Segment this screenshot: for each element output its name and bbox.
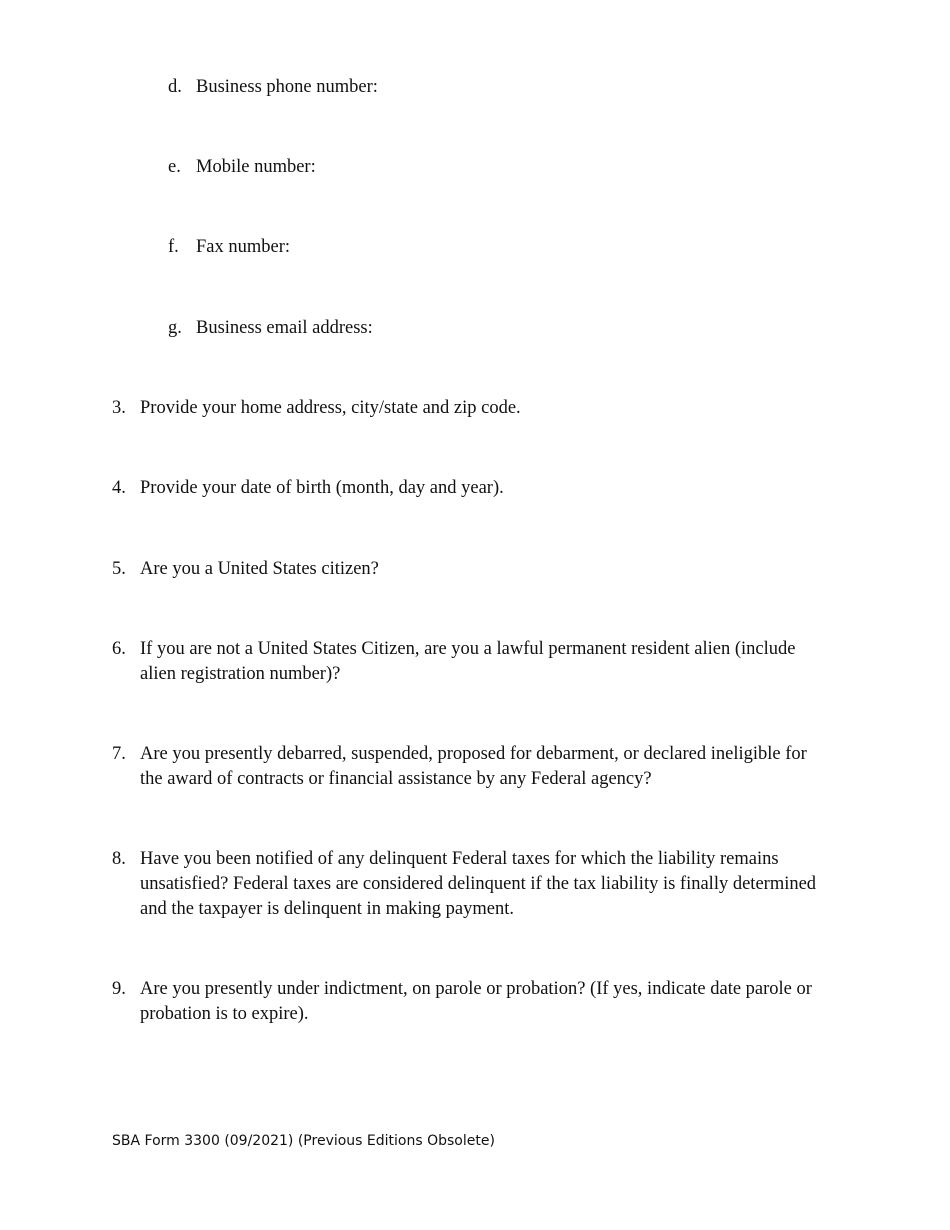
subitem-marker: d. <box>168 77 182 97</box>
question-number: 9. <box>112 979 126 999</box>
question-4-date-of-birth <box>112 476 832 501</box>
subitem-business-email <box>168 316 828 341</box>
question-3-home-address <box>112 396 832 421</box>
question-number: 6. <box>112 639 126 659</box>
question-6-permanent-resident <box>112 637 832 687</box>
question-text: Are you a United States citizen? <box>140 559 379 579</box>
question-5-citizenship <box>112 557 832 582</box>
question-number: 3. <box>112 398 126 418</box>
question-8-delinquent-taxes <box>112 847 832 922</box>
subitem-business-phone <box>168 75 828 100</box>
question-number: 8. <box>112 849 126 869</box>
subitem-marker: f. <box>168 237 179 257</box>
question-text: Have you been notified of any delinquent Federal taxes for which the liability remains unsatisfied? Federal taxes are considered delinquent if the tax liability is finally determined and the taxpayer is delinquent in making payment. <box>140 849 817 919</box>
question-text: Provide your home address, city/state and zip code. <box>140 398 521 418</box>
question-text: Provide your date of birth (month, day and year). <box>140 478 504 498</box>
subitem-text: Business phone number: <box>196 77 378 97</box>
question-text: Are you presently debarred, suspended, proposed for debarment, or declared ineligible for the award of contracts or financial assistance by any Federal agency? <box>140 744 807 789</box>
subitem-text: Business email address: <box>196 318 373 338</box>
subitem-fax-number <box>168 235 828 260</box>
question-9-indictment <box>112 977 832 1027</box>
question-number: 4. <box>112 478 126 498</box>
question-text: Are you presently under indictment, on parole or probation? (If yes, indicate date parole or probation is to expire). <box>140 979 812 1024</box>
form-footer: SBA Form 3300 (09/2021) (Previous Editions Obsolete) <box>112 1133 495 1149</box>
question-number: 5. <box>112 559 126 579</box>
question-7-debarment <box>112 742 832 792</box>
subitem-text: Mobile number: <box>196 157 316 177</box>
subitem-mobile-number <box>168 155 828 180</box>
question-text: If you are not a United States Citizen, are you a lawful permanent resident alien (include alien registration number)? <box>140 639 796 684</box>
question-number: 7. <box>112 744 126 764</box>
subitem-marker: e. <box>168 157 181 177</box>
subitem-text: Fax number: <box>196 237 291 257</box>
subitem-marker: g. <box>168 318 182 338</box>
